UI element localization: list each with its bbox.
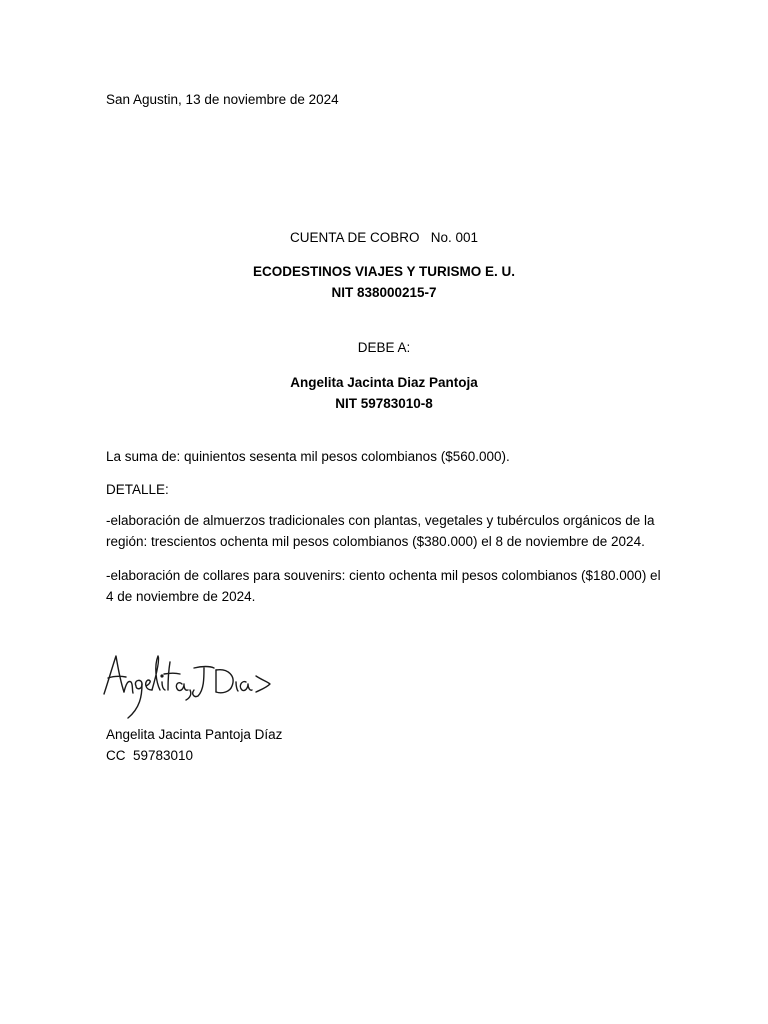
detail-item: -elaboración de collares para souvenirs: ciento ochenta mil pesos colombianos ($180.000) el 4 de noviembre de 2024. <box>106 568 661 604</box>
signature <box>98 646 278 722</box>
detail-label: DETALLE: <box>106 482 169 497</box>
signer-name: Angelita Jacinta Pantoja Díaz <box>106 727 283 742</box>
document-title: CUENTA DE COBRO No. 001 <box>289 230 479 245</box>
detail-item: -elaboración de almuerzos tradicionales con plantas, vegetales y tubérculos orgánicos de la región: trescientos ochenta mil pesos colombianos ($380.000) el 8 de noviembre de 2024. <box>106 513 655 549</box>
company-name: ECODESTINOS VIAJES Y TURISMO E. U. <box>252 264 516 279</box>
creditor-name: Angelita Jacinta Diaz Pantoja <box>290 375 478 390</box>
signer-id: CC 59783010 <box>106 748 194 763</box>
amount-text: La suma de: quinientos sesenta mil pesos colombianos ($560.000). <box>106 449 510 464</box>
debe-a-label: DEBE A: <box>357 340 411 355</box>
creditor-nit: NIT 59783010-8 <box>335 396 433 411</box>
place-date: San Agustin, 13 de noviembre de 2024 <box>106 92 339 107</box>
company-nit: NIT 838000215-7 <box>331 285 437 300</box>
